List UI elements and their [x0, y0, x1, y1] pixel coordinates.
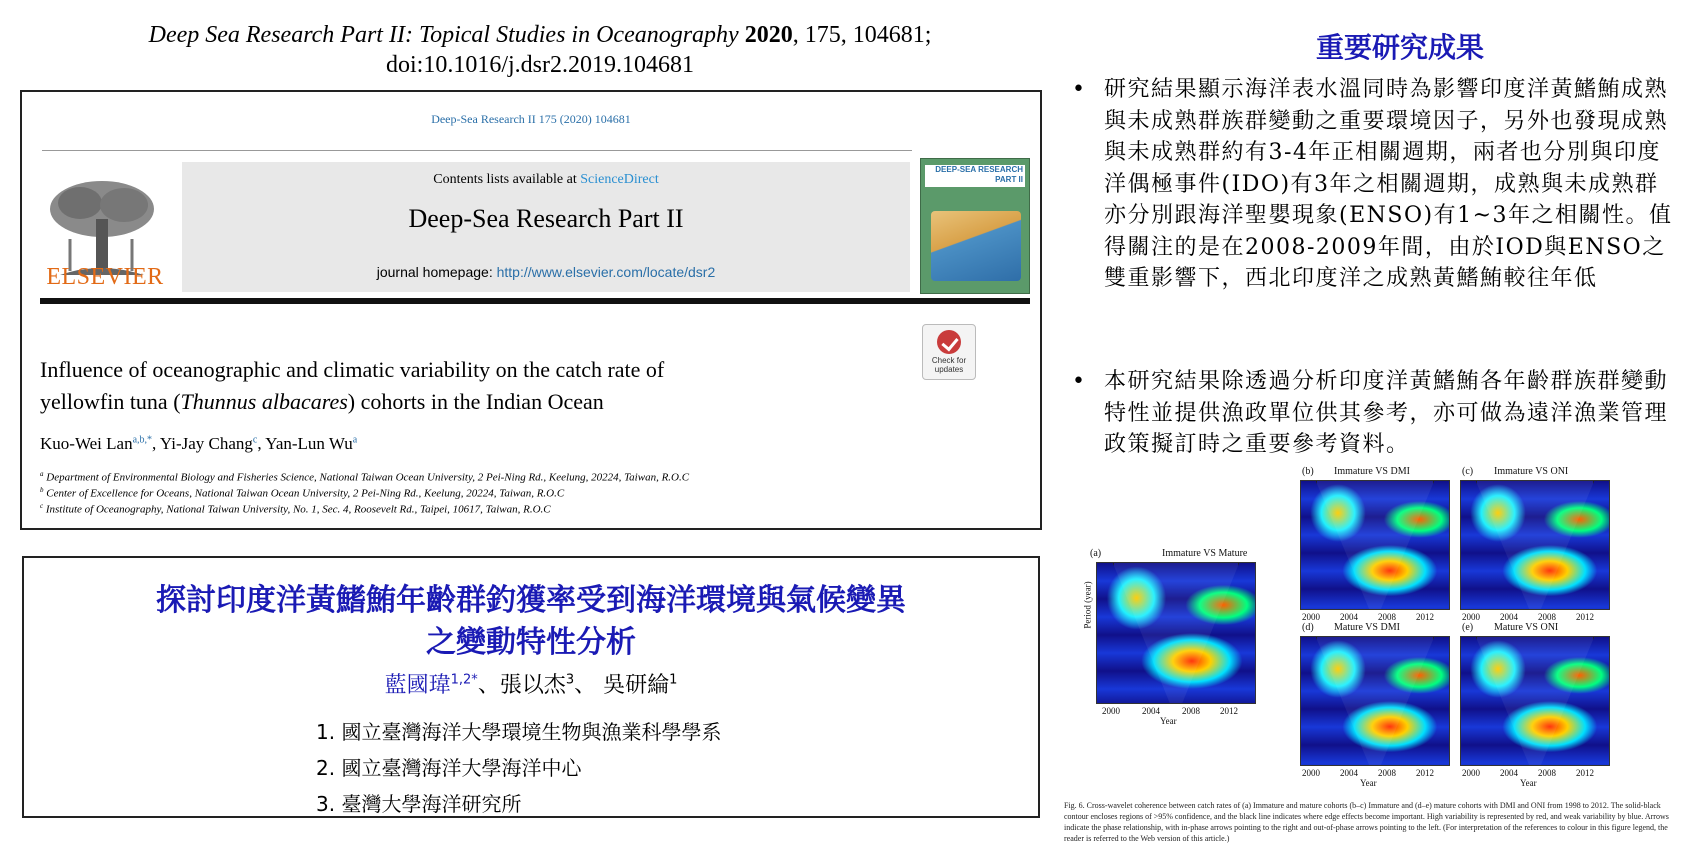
x-tick: 2012 — [1416, 612, 1434, 622]
x-tick: 2000 — [1102, 706, 1120, 716]
lead-author-sup: 1,2* — [450, 672, 478, 688]
homepage-prefix: journal homepage: — [376, 264, 497, 280]
citation — [20, 20, 1060, 80]
homepage-link[interactable]: http://www.elsevier.com/locate/dsr2 — [496, 264, 716, 280]
wavelet-panel-a — [1096, 562, 1256, 704]
header-rule — [40, 298, 1030, 304]
wavelet-panel-d — [1300, 636, 1450, 766]
panel-title: Mature VS ONI — [1494, 622, 1559, 633]
result-bullet-text: 研究結果顯示海洋表水溫同時為影響印度洋黃鰭鮪成熟與未成熟群族群變動之重要環境因子，另外也發現成熟與未成熟群約有3-4年正相關週期，兩者也分別與印度洋偶極事件(IDO)有3年之相關週期，成熟與未成熟群亦分別跟海洋聖嬰現象(ENSO)有1~3年之相關性。值得關注的是在2008-2009年間，由於IOD與ENSO之雙重影響下，西北印度洋之成熟黃鰭鮪較往年低 — [1104, 77, 1673, 291]
journal-banner — [182, 162, 910, 292]
article-title-line-1: Influence of oceanographic and climatic variability on the catch rate of — [40, 357, 665, 382]
affiliation — [40, 498, 980, 518]
panel-title: Immature VS DMI — [1334, 466, 1410, 477]
x-tick: 2004 — [1340, 768, 1358, 778]
check-updates-label: Check for updates — [931, 356, 967, 374]
check-for-updates-badge[interactable] — [922, 324, 976, 380]
affiliation-sup: a — [40, 470, 44, 478]
check-icon — [937, 330, 961, 354]
x-tick: 2012 — [1576, 612, 1594, 622]
wavelet-panel-b — [1300, 480, 1450, 610]
chinese-title-box — [22, 556, 1040, 818]
x-axis-label: Year — [1520, 778, 1537, 788]
bullet-dot-icon: • — [1072, 369, 1085, 394]
x-tick: 2008 — [1538, 768, 1556, 778]
citation-journal: Deep Sea Research Part II: Topical Studies in Oceanography — [148, 22, 739, 48]
author-sup: a,b,* — [132, 434, 153, 446]
sciencedirect-link[interactable]: ScienceDirect — [580, 172, 659, 187]
x-tick: 2000 — [1302, 768, 1320, 778]
wavelet-panel-e — [1460, 636, 1610, 766]
bullet-dot-icon: • — [1072, 77, 1085, 102]
x-tick: 2004 — [1500, 612, 1518, 622]
panel-title: Immature VS Mature — [1162, 548, 1248, 559]
x-tick: 2000 — [1462, 612, 1480, 622]
author-sup: a — [352, 434, 358, 446]
author-name[interactable]: , Yi-Jay Chang — [152, 434, 253, 453]
author-list — [40, 434, 900, 454]
x-tick: 2012 — [1416, 768, 1434, 778]
contents-line — [182, 172, 910, 188]
panel-label: (a) — [1090, 548, 1102, 559]
elsevier-wordmark: ELSEVIER — [46, 264, 164, 290]
x-axis-label: Year — [1360, 778, 1377, 788]
co-author-sup: 1 — [669, 672, 678, 688]
x-tick: 2008 — [1538, 612, 1556, 622]
citation-year: 2020 — [744, 22, 793, 48]
author-name[interactable]: Kuo-Wei Lan — [40, 434, 133, 453]
article-title-line-2 — [40, 386, 900, 418]
panel-label: (b) — [1302, 466, 1314, 477]
affiliation-text: Center of Excellence for Oceans, National Taiwan Ocean University, 2 Pei-Ning Rd., Keelung, 20224, Taiwan, R.O.C — [46, 487, 565, 500]
co-author: 、 吳研綸 — [574, 673, 670, 698]
panel-label: (d) — [1302, 622, 1314, 633]
author-name[interactable]: , Yan-Lun Wu — [257, 434, 353, 453]
panel-label: (e) — [1462, 622, 1474, 633]
chinese-authors — [24, 668, 1038, 699]
chinese-affiliation: 1. 國立臺灣海洋大學環境生物與漁業科學學系 — [316, 720, 722, 744]
co-author-sup: 3 — [565, 672, 575, 688]
figure-caption: Fig. 6. Cross-wavelet coherence between catch rates of (a) Immature and mature cohorts (b–c) Immature and (d–e) mature cohorts with DMI and ONI from 1998 to 2012. The solid-black contour encloses regions of >95% confidence, and the black line indicates where edge effects become important. High variability is represented by red, and weak variability by blue. Arrows indicate the phase relationship, with in-phase arrows pointing to the right and out-of-phase arrows pointing to the left. (For interpretation of the references to colour in this figure legend, the reader is referred to the Web version of this article.) — [1064, 801, 1669, 843]
contents-prefix: Contents lists available at — [433, 172, 581, 187]
affiliation-text: Department of Environmental Biology and Fisheries Science, National Taiwan Ocean University, 2 Pei-Ning Rd., Keelung, 20224, Taiwan, R.O.C — [46, 471, 690, 484]
x-tick: 2004 — [1500, 768, 1518, 778]
chinese-affiliation: 2. 國立臺灣海洋大學海洋中心 — [316, 756, 582, 780]
article-header-box — [20, 90, 1042, 530]
chinese-title — [24, 580, 1038, 664]
title-text-a: yellowfin tuna ( — [40, 389, 181, 414]
affiliation-sup: b — [40, 486, 44, 494]
wavelet-panel-c — [1460, 480, 1610, 610]
x-axis-label: Year — [1160, 716, 1177, 726]
chinese-title-line-2: 之變動特性分析 — [426, 625, 636, 660]
x-tick: 2008 — [1378, 768, 1396, 778]
chinese-title-line-1: 探討印度洋黃鰭鮪年齡群釣獲率受到海洋環境與氣候變異 — [156, 583, 906, 618]
title-text-b: ) cohorts in the Indian Ocean — [347, 389, 604, 414]
cover-title: DEEP-SEA RESEARCH PART II — [925, 165, 1025, 187]
affiliation-text: Institute of Oceanography, National Taiwan University, No. 1, Sec. 4, Roosevelt Rd., Taipei, 10617, Taiwan, R.O.C — [45, 503, 551, 516]
affiliation-sup: c — [40, 502, 44, 510]
journal-cover-thumbnail[interactable] — [920, 158, 1030, 294]
article-title — [40, 354, 900, 418]
species-name: Thunnus albacares — [180, 389, 348, 414]
x-tick: 2008 — [1182, 706, 1200, 716]
x-tick: 2008 — [1378, 612, 1396, 622]
divider — [42, 150, 912, 151]
chinese-affiliation: 3. 臺灣大學海洋研究所 — [316, 792, 522, 816]
panel-title: Mature VS DMI — [1334, 622, 1400, 633]
homepage-line — [182, 264, 910, 280]
panel-title: Immature VS ONI — [1494, 466, 1569, 477]
wavelet-figure — [1082, 466, 1690, 790]
cover-artwork — [931, 211, 1021, 281]
results-heading: 重要研究成果 — [1315, 31, 1484, 64]
citation-doi[interactable]: doi:10.1016/j.dsr2.2019.104681 — [385, 52, 694, 78]
lead-author: 藍國瑋 — [384, 673, 451, 698]
x-tick: 2004 — [1142, 706, 1160, 716]
co-author: 、張以杰 — [477, 673, 566, 698]
author-sup: c — [252, 434, 258, 446]
journal-reference[interactable]: Deep-Sea Research II 175 (2020) 104681 — [431, 112, 631, 126]
journal-name: Deep-Sea Research Part II — [408, 204, 684, 233]
x-tick: 2012 — [1576, 768, 1594, 778]
x-tick: 2000 — [1302, 612, 1320, 622]
citation-line-1 — [20, 20, 1060, 50]
x-tick: 2000 — [1462, 768, 1480, 778]
y-axis-label: Period (year) — [1082, 581, 1093, 629]
citation-volume: , 175, 104681; — [792, 22, 932, 48]
result-bullet-text: 本研究結果除透過分析印度洋黃鰭鮪各年齡群族群變動特性並提供漁政單位供其參考，亦可做為遠洋漁業管理政策擬訂時之重要參考資料。 — [1104, 369, 1669, 457]
x-tick: 2004 — [1340, 612, 1358, 622]
result-bullet — [1072, 74, 1682, 354]
x-tick: 2012 — [1220, 706, 1238, 716]
panel-label: (c) — [1462, 466, 1474, 477]
